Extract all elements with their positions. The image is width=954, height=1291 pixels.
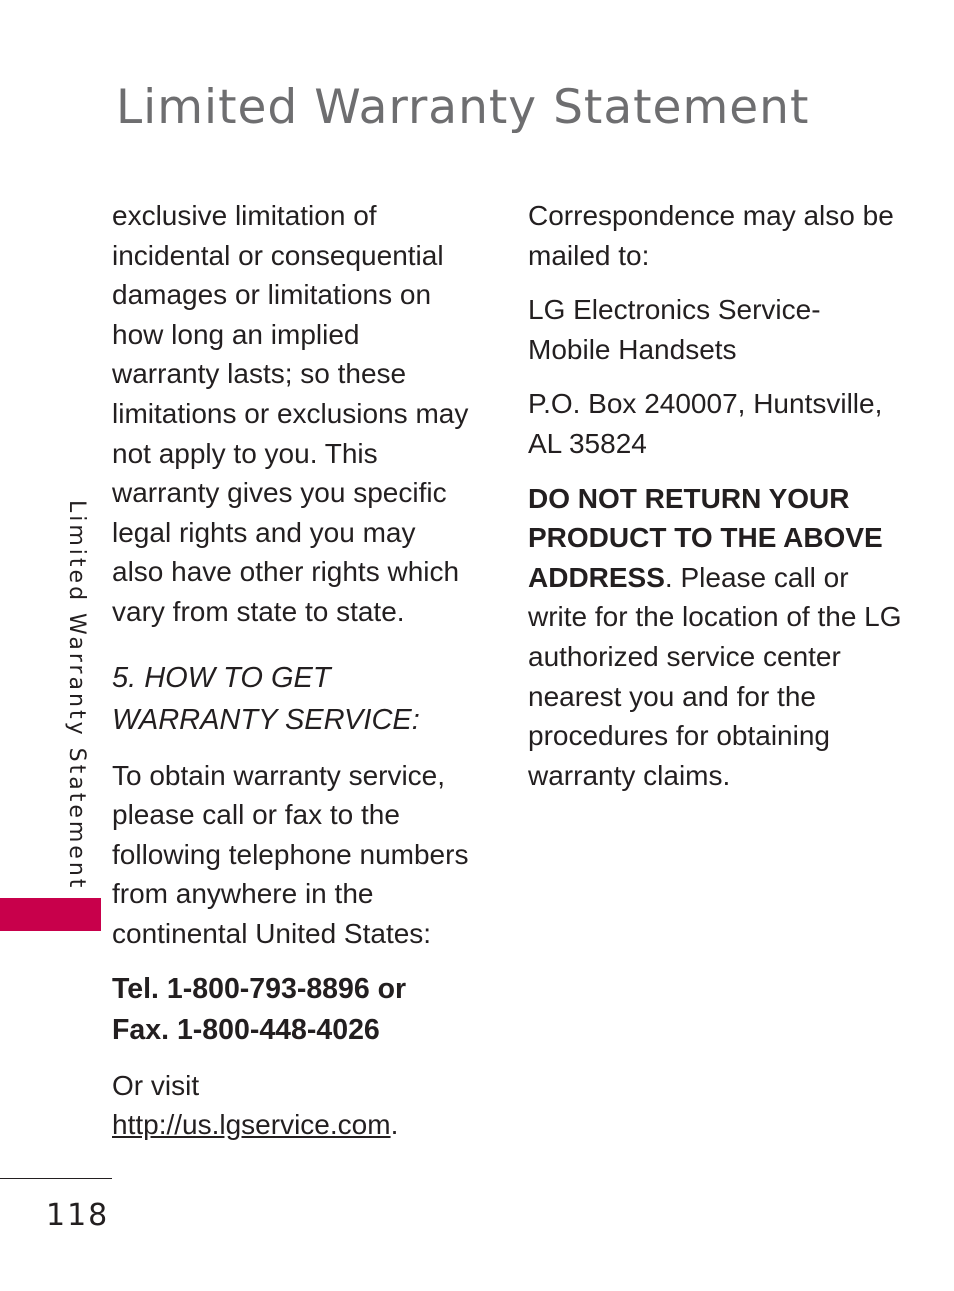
visit-text: Or visit <box>112 1069 200 1101</box>
contact-numbers <box>112 969 474 1051</box>
intro-paragraph: exclusive limitation of incidental or consequential damages or limitations on how long an implied warranty lasts; so these limitations or exclusions may not apply to you. This warranty gives you specific legal rights and you may also have other rights which vary from state to state. <box>112 200 469 627</box>
address-line-3: P.O. Box 240007, Huntsville, <box>528 388 883 420</box>
warning-rest-text: . Please call or write for the location of the LG authorized service center nearest you and for the procedures for obtaining warranty claims. <box>528 561 902 791</box>
footer-divider <box>0 1178 112 1179</box>
visit-paragraph <box>112 1066 474 1145</box>
correspondence-paragraph: Correspondence may also be mailed to: <box>528 200 894 271</box>
side-tab-marker <box>0 898 101 931</box>
address-line-2: Mobile Handsets <box>528 333 737 365</box>
address-block-po <box>528 384 908 463</box>
obtain-service-paragraph: To obtain warranty service, please call or fax to the following telephone numbers from anywhere in the continental United States: <box>112 759 469 949</box>
side-section-label: Limited Warranty Statement <box>64 500 89 891</box>
address-line-4: AL 35824 <box>528 427 647 459</box>
right-column <box>528 196 908 795</box>
address-line-1: LG Electronics Service- <box>528 294 821 326</box>
visit-period: . <box>390 1109 399 1141</box>
page-number: 118 <box>46 1198 110 1233</box>
page-title: Limited Warranty Statement <box>116 80 810 135</box>
fax-number: Fax. 1-800-448-4026 <box>112 1013 380 1046</box>
left-column <box>112 196 474 1145</box>
section-heading: 5. HOW TO GET WARRANTY SERVICE: <box>112 661 420 736</box>
warning-bold-text: DO NOT RETURN YOUR PRODUCT TO THE ABOVE ADDRESS <box>528 482 883 593</box>
tel-number: Tel. 1-800-793-8896 or <box>112 972 407 1005</box>
warning-paragraph <box>528 479 908 796</box>
service-website-link[interactable]: http://us.lgservice.com <box>112 1109 391 1141</box>
address-block-company <box>528 290 908 369</box>
